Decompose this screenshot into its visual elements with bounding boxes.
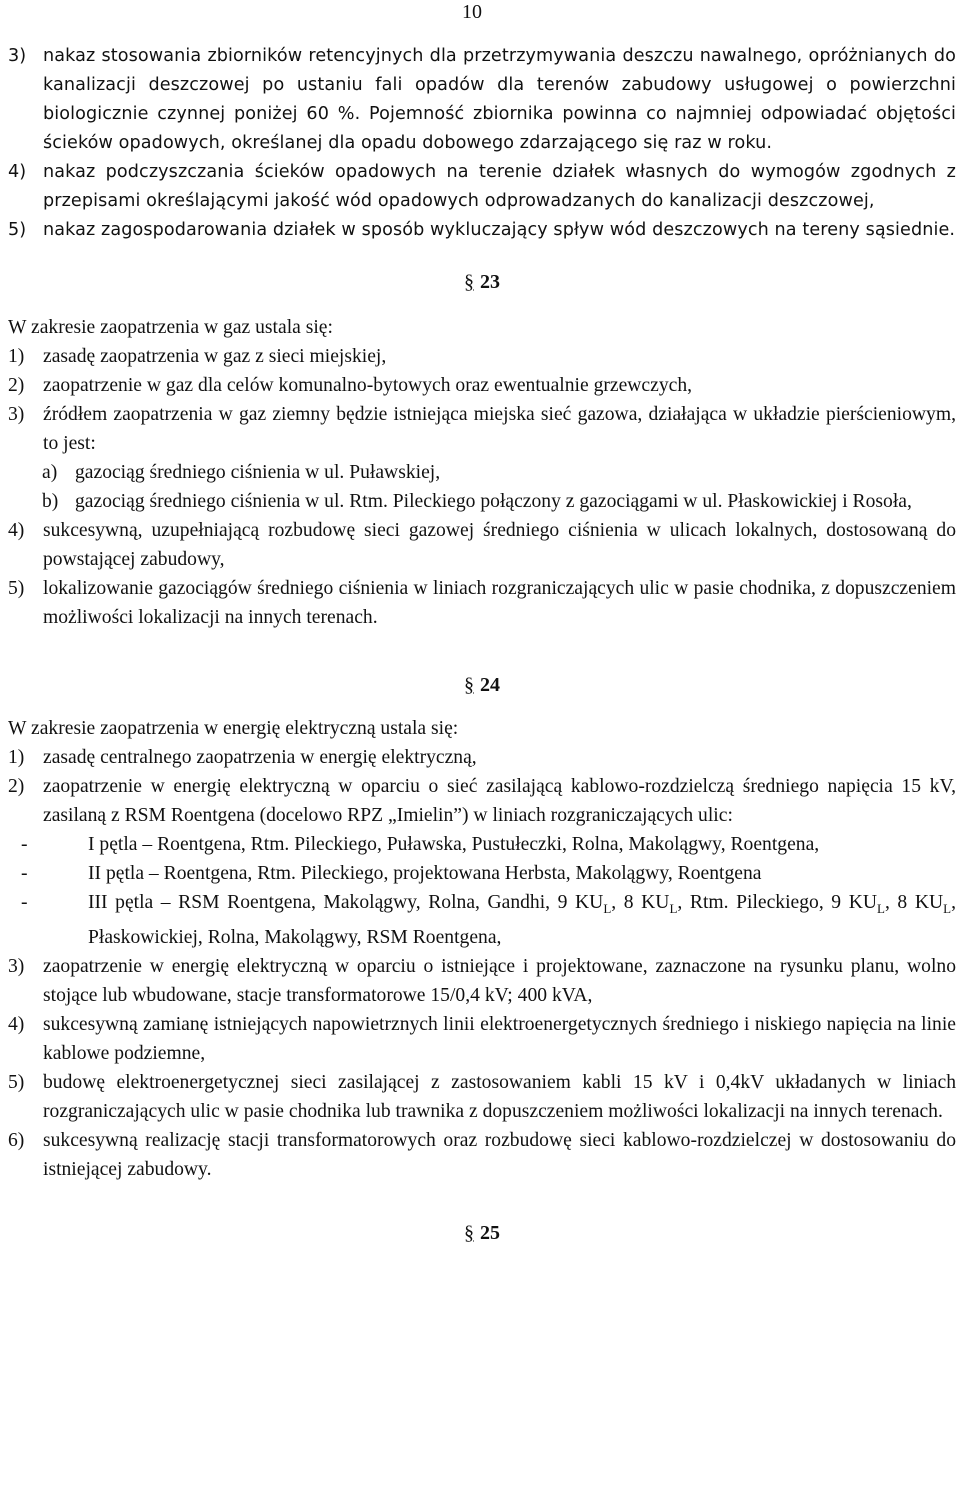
dash-mark: - (21, 834, 28, 855)
list-item (8, 574, 956, 632)
list-number: 5) (8, 578, 25, 599)
list-text: zaopatrzenie w energię elektryczną w oparciu o istniejące i projektowane, zaznaczone na rysunku planu, wolno stojące lub wbudowane, stacje transformatorowe 15/0,4 kV; 400 kVA, (43, 955, 956, 1006)
list-text: zasadę centralnego zaopatrzenia w energię elektryczną, (43, 747, 477, 768)
list-number: 1) (8, 346, 25, 367)
dash-text: II pętla – Roentgena, Rtm. Pileckiego, projektowana Herbsta, Makolągwy, Roentgena (88, 863, 762, 884)
section-number: 25 (480, 1221, 500, 1244)
section-number: 24 (480, 674, 500, 696)
dash-text: III pętla – RSM Roentgena, Makolągwy, Rolna, Gandhi, 9 $KU_L$, 8 $KU_L$, Rtm. Pileckiego, 9 $KU_L$, 8 $KU_L$, Płaskowickiej, Rolna, Makolągwy, RSM Roentgena, (88, 892, 956, 948)
list-number: 3) (8, 404, 25, 425)
list-text: sukcesywną realizację stacji transformatorowych oraz rozbudowę sieci kablowo-rozdzielczej w dostosowaniu do istniejącej zabudowy. (43, 1129, 956, 1180)
sub-list-item (8, 487, 956, 516)
page-number: 10 (462, 1, 482, 23)
list-item (8, 1010, 956, 1068)
section-symbol: § (464, 674, 474, 696)
list-number: 3) (8, 955, 25, 977)
document-body (8, 42, 956, 1248)
section-number: 23 (480, 271, 500, 293)
list-number: 4) (8, 162, 27, 182)
sub-list-item (8, 458, 956, 487)
section-heading (8, 670, 956, 700)
list-text: nakaz stosowania zbiorników retencyjnych dla przetrzymywania deszczu nawalnego, opróżnianych do kanalizacji deszczowej po ustaniu fali opadów dla terenów zabudowy usługowej o powierzchni biologicznie czynnej poniżej 60 %. Pojemność zbiornika powinna co najmniej odpowiadać objętości ścieków opadowych, określanej dla opadu dobowego zdarzającego się raz w roku. (43, 46, 956, 153)
list-item (8, 516, 956, 574)
list-number: 4) (8, 1013, 25, 1035)
section-heading (8, 1218, 956, 1248)
list-number: 4) (8, 520, 25, 541)
list-item (8, 371, 956, 400)
list-text: nakaz zagospodarowania działek w sposób wykluczający spływ wód deszczowych na tereny sąsiednie. (43, 220, 956, 240)
list-text: nakaz podczyszczania ścieków opadowych na terenie działek własnych do wymogów zgodnych z przepisami określającymi jakość wód opadowych odprowadzanych do kanalizacji deszczowej, (43, 162, 956, 211)
list-item (8, 158, 956, 216)
list-number: 6) (8, 1129, 25, 1151)
list-text: źródłem zaopatrzenia w gaz ziemny będzie istniejąca miejska sieć gazowa, działająca w układzie pierścieniowym, to jest: (43, 404, 956, 454)
list-number: 2) (8, 776, 25, 797)
dash-mark: - (21, 892, 28, 913)
section-symbol: § (464, 271, 474, 293)
list-item (8, 1068, 956, 1126)
list-item (8, 743, 956, 772)
list-item (8, 952, 956, 1010)
list-text: zaopatrzenie w gaz dla celów komunalno-bytowych oraz ewentualnie grzewczych, (43, 375, 693, 396)
dash-item (8, 830, 956, 859)
list-item (8, 342, 956, 371)
sub-list-number: b) (42, 491, 59, 512)
dash-mark: - (21, 863, 28, 884)
section-heading (8, 267, 956, 297)
list-text: budowę elektroenergetycznej sieci zasilającej z zastosowaniem kabli 15 kV i 0,4kV układanych w liniach rozgraniczających ulic w pasie chodnika lub trawnika z dopuszczeniem możliwości lokalizacji na innych terenach. (43, 1071, 956, 1122)
sub-list-number: a) (42, 462, 58, 483)
dash-item (8, 888, 956, 952)
list-item (8, 772, 956, 830)
list-item (8, 42, 956, 158)
list-item (8, 1126, 956, 1184)
list-text: lokalizowanie gazociągów średniego ciśnienia w liniach rozgraniczających ulic w pasie chodnika, z dopuszczeniem możliwości lokalizacji na innych terenach. (43, 578, 956, 628)
list-number: 5) (8, 220, 27, 240)
list-item (8, 216, 956, 245)
list-number: 1) (8, 747, 25, 768)
list-text: sukcesywną, uzupełniającą rozbudowę sieci gazowej średniego ciśnienia w ulicach lokalnych, dostosowaną do powstającej zabudowy, (43, 520, 956, 570)
list-number: 5) (8, 1071, 25, 1093)
list-item (8, 400, 956, 458)
section-intro: W zakresie zaopatrzenia w energię elektryczną ustala się: (8, 718, 459, 739)
list-text: zaopatrzenie w energię elektryczną w oparciu o sieć zasilającą kablowo-rozdzielczą średniego napięcia 15 kV, zasilaną z RSM Roentgena (docelowo RPZ „Imielin”) w liniach rozgraniczających ulic: (43, 776, 956, 826)
section-intro: W zakresie zaopatrzenia w gaz ustala się: (8, 317, 333, 338)
sub-list-text: gazociąg średniego ciśnienia w ul. Rtm. Pileckiego połączony z gazociągami w ul. Płaskowickiej i Rosoła, (75, 491, 912, 512)
section-symbol: § (464, 1221, 474, 1244)
list-number: 2) (8, 375, 25, 396)
sub-list-text: gazociąg średniego ciśnienia w ul. Puławskiej, (75, 462, 441, 483)
list-text: zasadę zaopatrzenia w gaz z sieci miejskiej, (43, 346, 387, 367)
list-text: sukcesywną zamianę istniejących napowietrznych linii elektroenergetycznych średniego i niskiego napięcia na linie kablowe podziemne, (43, 1013, 956, 1064)
dash-text: I pętla – Roentgena, Rtm. Pileckiego, Puławska, Pustułeczki, Rolna, Makolągwy, Roentgena, (88, 834, 820, 855)
dash-item (8, 859, 956, 888)
list-number: 3) (8, 46, 27, 66)
